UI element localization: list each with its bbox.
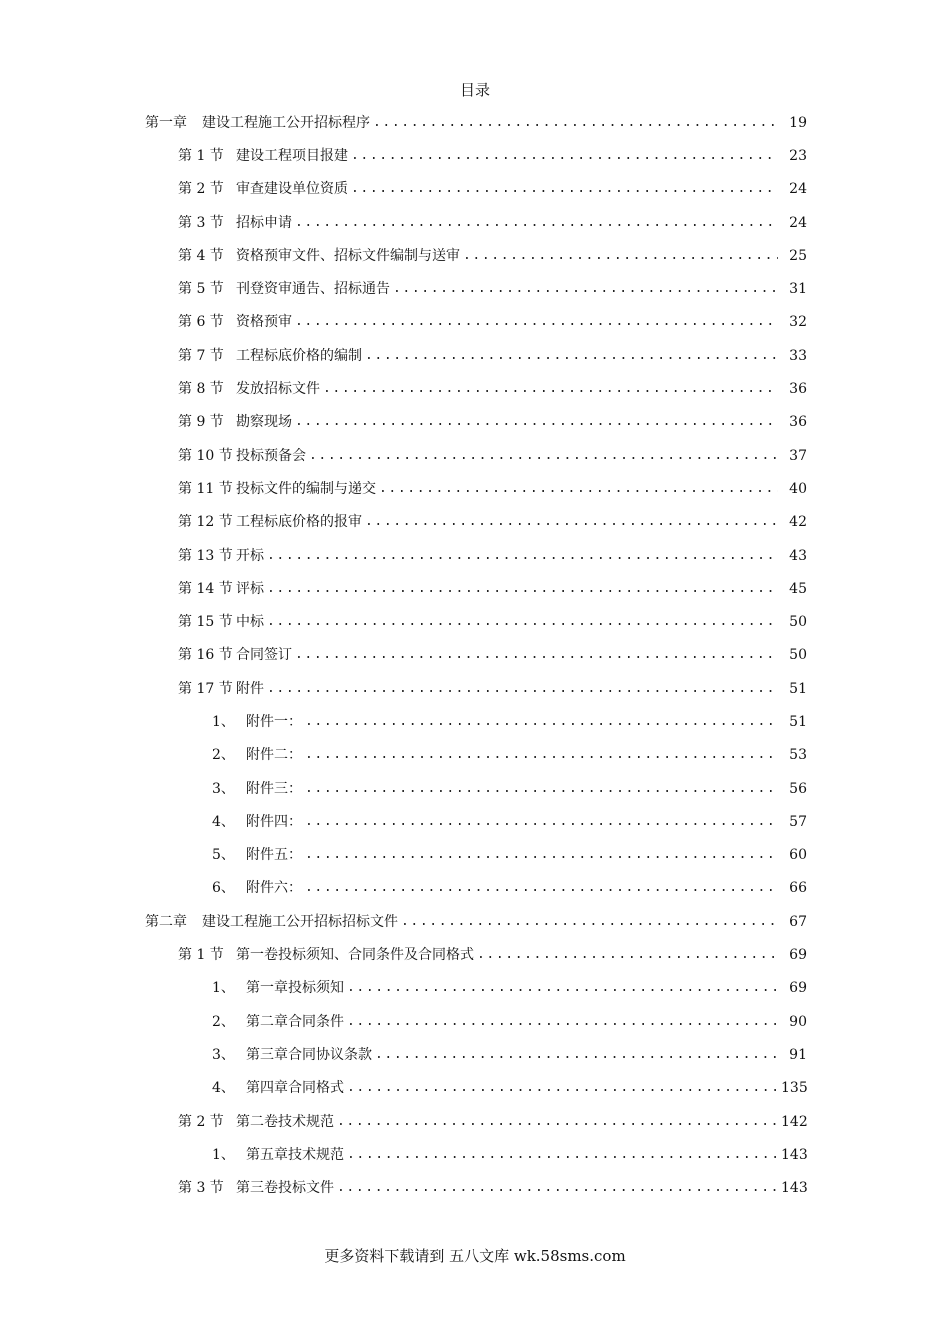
toc-entry-title: 第三卷投标文件 — [236, 1180, 334, 1197]
toc-entry-title: 附件一： — [246, 713, 302, 730]
toc-entry-title: 刊登资审通告、招标通告 — [236, 281, 390, 298]
toc-entry[interactable] — [0, 472, 950, 505]
toc-entry[interactable] — [0, 705, 950, 738]
toc-dot-leader — [365, 346, 778, 366]
toc-entry[interactable] — [0, 506, 950, 539]
toc-dot-leader — [305, 878, 778, 898]
toc-entry[interactable] — [0, 1005, 950, 1038]
table-of-contents — [0, 106, 950, 1205]
toc-entry[interactable] — [0, 839, 950, 872]
page-footer: 更多资料下载请到 五八文库 wk.58sms.com — [324, 1247, 626, 1265]
toc-entry-page-number: 60 — [789, 847, 807, 864]
toc-entry-number: 5、 — [212, 847, 235, 864]
toc-entry[interactable] — [0, 439, 950, 472]
toc-entry-page-number: 42 — [789, 514, 807, 531]
toc-entry[interactable] — [0, 1038, 950, 1071]
toc-entry[interactable] — [0, 306, 950, 339]
toc-dot-leader — [305, 745, 778, 765]
toc-entry-number: 第 7 节 — [178, 347, 224, 364]
toc-entry-title: 附件 — [236, 680, 264, 697]
toc-entry[interactable] — [0, 139, 950, 172]
toc-entry-title: 资格预审文件、招标文件编制与送审 — [236, 247, 460, 264]
toc-entry-number: 第 3 节 — [178, 1180, 224, 1197]
toc-entry-page-number: 143 — [781, 1180, 808, 1197]
toc-entry-page-number: 50 — [789, 647, 807, 664]
toc-dot-leader — [295, 213, 778, 233]
toc-entry-number: 第 12 节 — [178, 514, 233, 531]
toc-entry[interactable] — [0, 905, 950, 938]
toc-entry-number: 第 6 节 — [178, 314, 224, 331]
toc-entry[interactable] — [0, 972, 950, 1005]
toc-entry-page-number: 57 — [789, 813, 807, 830]
toc-dot-leader — [351, 179, 778, 199]
toc-entry-page-number: 53 — [789, 747, 807, 764]
toc-entry-page-number: 43 — [789, 547, 807, 564]
toc-entry-title: 附件六： — [246, 880, 302, 897]
toc-entry-title: 建设工程项目报建 — [236, 147, 348, 164]
toc-dot-leader — [379, 479, 778, 499]
toc-dot-leader — [347, 1145, 778, 1165]
toc-dot-leader — [323, 379, 778, 399]
toc-entry-number: 第 2 节 — [178, 1113, 224, 1130]
toc-dot-leader — [305, 812, 778, 832]
toc-entry[interactable] — [0, 572, 950, 605]
toc-entry-title: 招标申请 — [236, 214, 292, 231]
toc-entry-number: 4、 — [212, 813, 235, 830]
toc-entry-title: 建设工程施工公开招标招标文件 — [202, 913, 398, 930]
toc-entry-number: 第 15 节 — [178, 614, 233, 631]
toc-entry-page-number: 37 — [789, 447, 807, 464]
toc-entry-page-number: 19 — [789, 114, 807, 131]
toc-entry-title: 第二卷技术规范 — [236, 1113, 334, 1130]
toc-entry-page-number: 32 — [789, 314, 807, 331]
toc-entry-title: 第五章技术规范 — [246, 1146, 344, 1163]
toc-entry-page-number: 25 — [789, 247, 807, 264]
toc-dot-leader — [375, 1045, 778, 1065]
toc-entry-number: 第 13 节 — [178, 547, 233, 564]
toc-entry-title: 投标文件的编制与递交 — [236, 480, 376, 497]
toc-entry-title: 附件三： — [246, 780, 302, 797]
toc-dot-leader — [401, 912, 778, 932]
toc-dot-leader — [295, 645, 778, 665]
toc-entry[interactable] — [0, 672, 950, 705]
toc-entry-number: 第 9 节 — [178, 414, 224, 431]
toc-entry-page-number: 36 — [789, 414, 807, 431]
toc-entry-title: 开标 — [236, 547, 264, 564]
toc-entry-number: 第 10 节 — [178, 447, 233, 464]
toc-entry-number: 第 16 节 — [178, 647, 233, 664]
toc-dot-leader — [267, 679, 778, 699]
toc-entry-page-number: 56 — [789, 780, 807, 797]
toc-entry-page-number: 66 — [789, 880, 807, 897]
toc-entry[interactable] — [0, 339, 950, 372]
toc-entry[interactable] — [0, 406, 950, 439]
toc-entry-number: 第 4 节 — [178, 247, 224, 264]
toc-entry-title: 建设工程施工公开招标程序 — [202, 114, 370, 131]
toc-entry-number: 第 1 节 — [178, 147, 224, 164]
toc-entry-page-number: 51 — [789, 680, 807, 697]
toc-entry-number: 第 2 节 — [178, 181, 224, 198]
toc-entry[interactable] — [0, 539, 950, 572]
toc-entry[interactable] — [0, 605, 950, 638]
toc-dot-leader — [337, 1178, 778, 1198]
toc-entry-title: 第四章合同格式 — [246, 1080, 344, 1097]
toc-entry-number: 第 11 节 — [178, 480, 233, 497]
toc-dot-leader — [305, 845, 778, 865]
toc-entry[interactable] — [0, 639, 950, 672]
toc-entry-page-number: 33 — [789, 347, 807, 364]
toc-entry-page-number: 90 — [789, 1013, 807, 1030]
toc-dot-leader — [347, 978, 778, 998]
toc-entry-number: 2、 — [212, 747, 235, 764]
toc-entry-number: 3、 — [212, 780, 235, 797]
toc-entry[interactable] — [0, 372, 950, 405]
toc-dot-leader — [347, 1078, 778, 1098]
toc-entry-page-number: 40 — [789, 480, 807, 497]
toc-dot-leader — [337, 1112, 778, 1132]
toc-entry[interactable] — [0, 206, 950, 239]
toc-entry-title: 第三章合同协议条款 — [246, 1046, 372, 1063]
toc-entry-number: 第 3 节 — [178, 214, 224, 231]
toc-entry-page-number: 24 — [789, 214, 807, 231]
toc-entry-page-number: 24 — [789, 181, 807, 198]
toc-entry[interactable] — [0, 272, 950, 305]
toc-entry-page-number: 51 — [789, 713, 807, 730]
toc-entry-page-number: 143 — [781, 1146, 808, 1163]
toc-entry-number: 第一章 — [145, 114, 187, 131]
toc-entry-page-number: 45 — [789, 580, 807, 597]
toc-entry-number: 1、 — [212, 980, 235, 997]
toc-entry[interactable] — [0, 1138, 950, 1171]
toc-entry-page-number: 31 — [789, 281, 807, 298]
toc-entry-title: 附件五： — [246, 847, 302, 864]
toc-entry-page-number: 91 — [789, 1046, 807, 1063]
toc-entry-page-number: 69 — [789, 947, 807, 964]
toc-title: 目录 — [459, 81, 490, 99]
toc-entry-title: 附件二： — [246, 747, 302, 764]
toc-entry[interactable] — [0, 938, 950, 971]
toc-dot-leader — [351, 146, 778, 166]
toc-entry-title: 工程标底价格的编制 — [236, 347, 362, 364]
toc-entry-title: 审查建设单位资质 — [236, 181, 348, 198]
toc-entry-title: 合同签订 — [236, 647, 292, 664]
toc-entry-title: 第一卷投标须知、合同条件及合同格式 — [236, 947, 474, 964]
toc-dot-leader — [267, 579, 778, 599]
toc-entry-title: 第一章投标须知 — [246, 980, 344, 997]
toc-entry-title: 中标 — [236, 614, 264, 631]
toc-entry[interactable] — [0, 739, 950, 772]
toc-entry[interactable] — [0, 1105, 950, 1138]
toc-entry-number: 第 5 节 — [178, 281, 224, 298]
toc-entry-number: 第 1 节 — [178, 947, 224, 964]
toc-dot-leader — [305, 712, 778, 732]
toc-entry[interactable] — [0, 1172, 950, 1205]
toc-entry-page-number: 50 — [789, 614, 807, 631]
toc-entry-number: 第 17 节 — [178, 680, 233, 697]
toc-entry-title: 工程标底价格的报审 — [236, 514, 362, 531]
toc-entry-page-number: 142 — [781, 1113, 808, 1130]
toc-dot-leader — [305, 779, 778, 799]
toc-dot-leader — [309, 446, 778, 466]
toc-entry[interactable] — [0, 239, 950, 272]
toc-entry-title: 资格预审 — [236, 314, 292, 331]
toc-entry-number: 1、 — [212, 1146, 235, 1163]
toc-dot-leader — [365, 512, 778, 532]
toc-entry-page-number: 67 — [789, 913, 807, 930]
toc-dot-leader — [295, 312, 778, 332]
toc-dot-leader — [477, 945, 778, 965]
toc-entry-number: 第 8 节 — [178, 381, 224, 398]
toc-entry-title: 附件四： — [246, 813, 302, 830]
toc-dot-leader — [295, 412, 778, 432]
toc-entry-number: 2、 — [212, 1013, 235, 1030]
toc-entry[interactable] — [0, 772, 950, 805]
toc-entry-number: 4、 — [212, 1080, 235, 1097]
toc-entry-title: 评标 — [236, 580, 264, 597]
toc-entry-page-number: 69 — [789, 980, 807, 997]
toc-entry-number: 第 14 节 — [178, 580, 233, 597]
toc-entry[interactable] — [0, 173, 950, 206]
toc-dot-leader — [373, 113, 778, 133]
toc-entry-number: 1、 — [212, 713, 235, 730]
toc-dot-leader — [463, 246, 778, 266]
toc-dot-leader — [347, 1012, 778, 1032]
toc-dot-leader — [267, 612, 778, 632]
toc-entry-page-number: 36 — [789, 381, 807, 398]
toc-entry-number: 第二章 — [145, 913, 187, 930]
toc-entry-title: 投标预备会 — [236, 447, 306, 464]
toc-entry-page-number: 23 — [789, 147, 807, 164]
toc-dot-leader — [267, 546, 778, 566]
toc-entry-number: 6、 — [212, 880, 235, 897]
toc-dot-leader — [393, 279, 778, 299]
toc-entry-title: 勘察现场 — [236, 414, 292, 431]
toc-entry[interactable] — [0, 805, 950, 838]
toc-entry[interactable] — [0, 106, 950, 139]
toc-entry-title: 发放招标文件 — [236, 381, 320, 398]
toc-entry[interactable] — [0, 1072, 950, 1105]
toc-entry-number: 3、 — [212, 1046, 235, 1063]
toc-entry[interactable] — [0, 872, 950, 905]
toc-entry-title: 第二章合同条件 — [246, 1013, 344, 1030]
toc-entry-page-number: 135 — [781, 1080, 808, 1097]
